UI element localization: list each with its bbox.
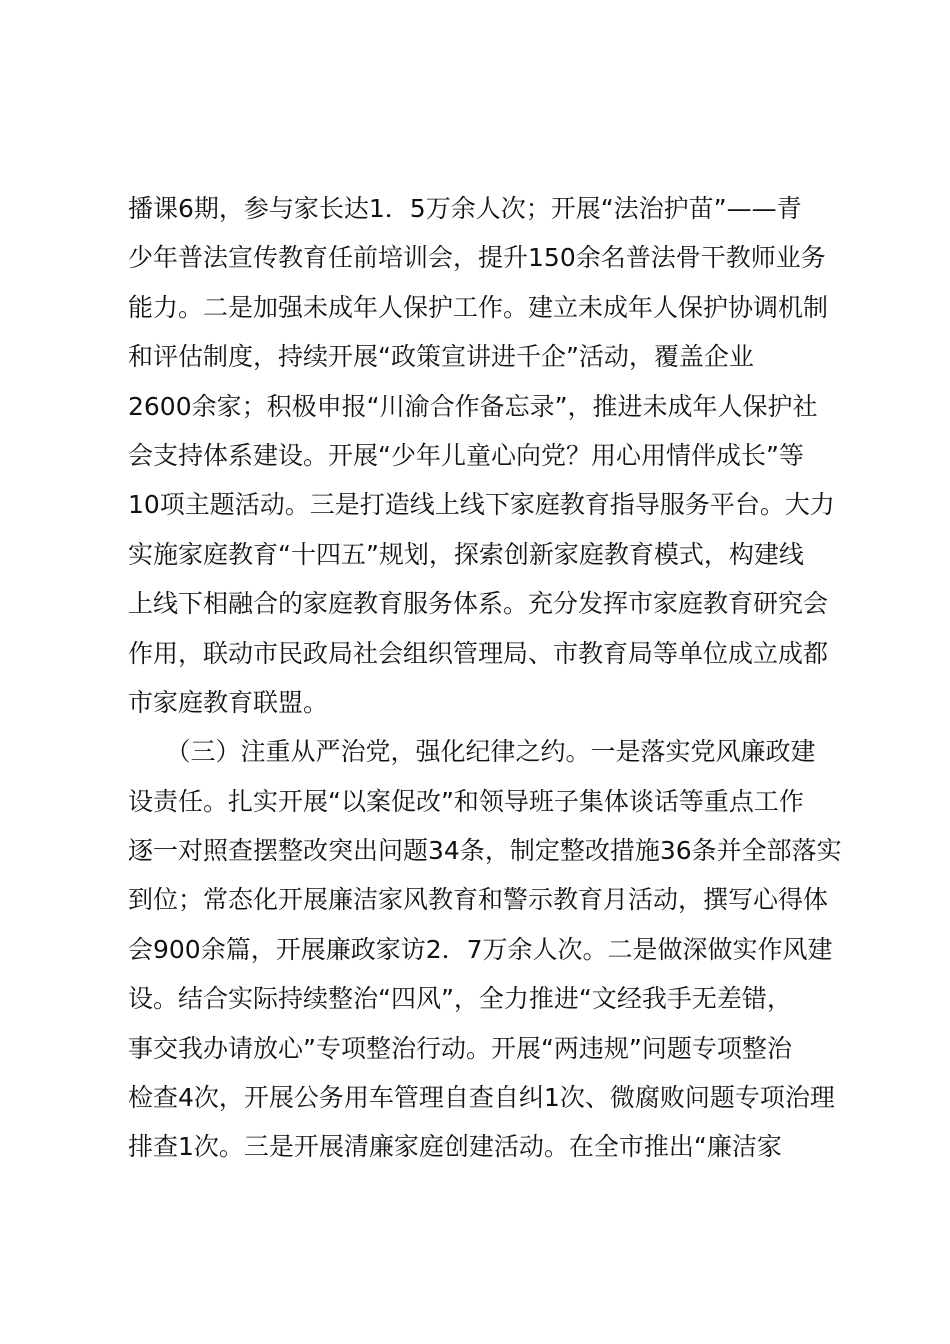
text-line: 上线下相融合的家庭教育服务体系。充分发挥市家庭教育研究会 — [128, 589, 829, 619]
text-line: 逐一对照查摆整改突出问题34条，制定整改措施36条并全部落实 — [128, 836, 842, 866]
text-line: 设。结合实际持续整治“四风”，全力推进“文经我手无差错， — [128, 984, 792, 1014]
text-line: 实施家庭教育“十四五”规划，探索创新家庭教育模式，构建线 — [128, 539, 804, 569]
text-line: 和评估制度，持续开展“政策宣讲进千企”活动，覆盖企业 — [128, 342, 754, 372]
text-line: 事交我办请放心”专项整治行动。开展“两违规”问题专项整治 — [128, 1033, 792, 1063]
text-line: 作用，联动市民政局社会组织管理局、市教育局等单位成立成都 — [128, 638, 829, 668]
text-line: 能力。二是加强未成年人保护工作。建立未成年人保护协调机制 — [128, 292, 829, 322]
text-line: 排查1次。三是开展清廉家庭创建活动。在全市推出“廉洁家 — [128, 1132, 782, 1162]
text-line: 少年普法宣传教育任前培训会，提升150余名普法骨干教师业务 — [128, 243, 826, 273]
text-line: 播课6期，参与家长达1．5万余人次；开展“法治护苗”——青 — [128, 194, 802, 223]
text-line: 2600余家；积极申报“川渝合作备忘录”，推进未成年人保护社 — [128, 391, 818, 421]
text-line: 会支持体系建设。开展“少年儿童心向党？用心用情伴成长”等 — [128, 440, 804, 470]
text-line: 设责任。扎实开展“以案促改”和领导班子集体谈话等重点工作 — [128, 786, 804, 816]
text-line: 检查4次，开展公务用车管理自查自纠1次、微腐败问题专项治理 — [128, 1083, 835, 1113]
text-line: 市家庭教育联盟。 — [128, 687, 329, 717]
text-line: 到位；常态化开展廉洁家风教育和警示教育月活动，撰写心得体 — [128, 885, 829, 915]
text-line: 会900余篇，开展廉政家访2．7万余人次。二是做深做实作风建 — [128, 934, 833, 964]
text-line: 10项主题活动。三是打造线上线下家庭教育指导服务平台。大力 — [128, 490, 835, 520]
body-text — [128, 184, 868, 1172]
section-heading-line: （三）注重从严治党，强化纪律之约。一是落实党风廉政建 — [128, 737, 816, 767]
